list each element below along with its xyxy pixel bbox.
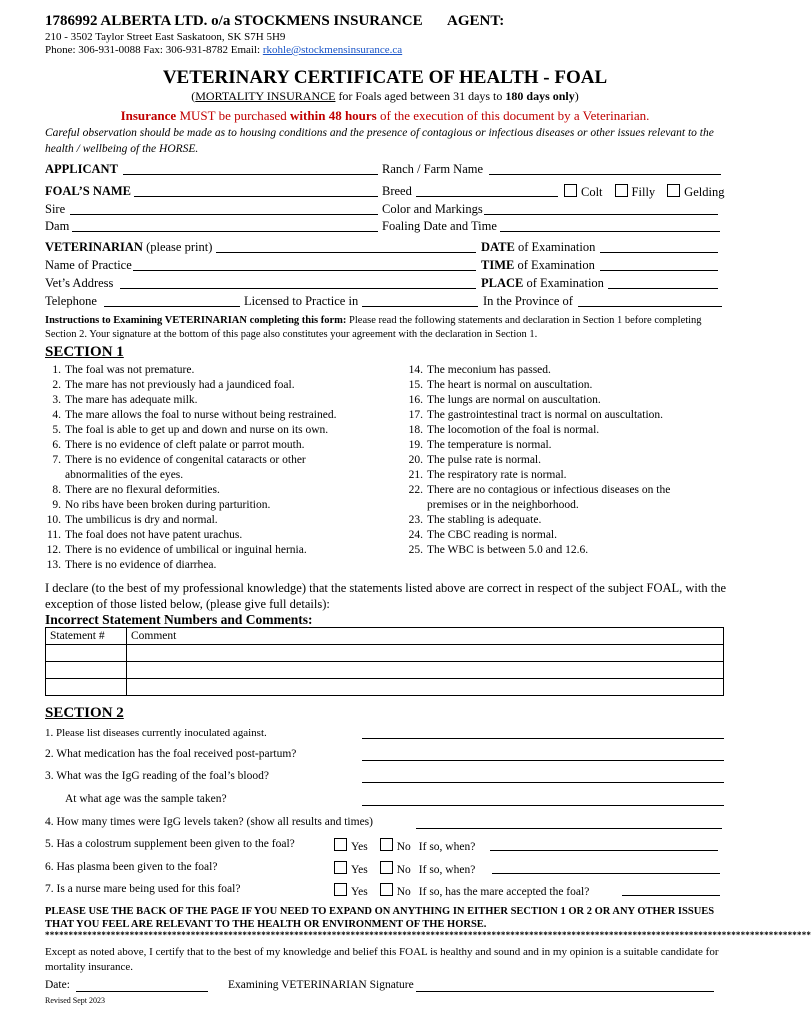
subtitle-days: 180 days only <box>505 89 575 103</box>
statement-number: 3. <box>52 394 61 406</box>
statement-text: premises or in the neighborhood. <box>427 499 579 511</box>
filly-checkbox[interactable] <box>615 184 628 197</box>
q7-no-checkbox[interactable] <box>380 883 393 896</box>
statement-number: 1. <box>52 364 61 376</box>
q5-options <box>328 838 475 853</box>
certification-text: Except as noted above, I certify that to the best of my knowledge and belief this FOAL is healthy and sound and in my opinion is a suitable candidate for mortality insurance. <box>45 946 719 973</box>
q1-field[interactable] <box>362 738 724 739</box>
province-field[interactable] <box>578 306 722 307</box>
page-subtitle <box>0 89 770 104</box>
list-item <box>407 408 670 423</box>
date-label: Date: <box>45 979 70 991</box>
q6-when-label: If so, when? <box>418 864 476 876</box>
gelding-label: Gelding <box>684 185 725 199</box>
list-item <box>45 543 336 558</box>
q5-when-field[interactable] <box>490 850 718 851</box>
q6-no-checkbox[interactable] <box>380 861 393 874</box>
q7-yes-label: Yes <box>351 886 368 898</box>
telephone-label: Telephone <box>45 294 97 308</box>
time-bold: TIME <box>481 258 515 272</box>
statement-text: There are no contagious or infectious diseases on the <box>427 484 671 496</box>
q5-no-checkbox[interactable] <box>380 838 393 851</box>
statement-number: 20. <box>408 454 423 466</box>
statement-text: The umbilicus is dry and normal. <box>65 514 218 526</box>
q6-yes-checkbox[interactable] <box>334 861 347 874</box>
list-item <box>407 483 670 498</box>
foaling-field[interactable] <box>500 231 720 232</box>
date-bold: DATE <box>481 240 515 254</box>
table-row <box>46 679 724 696</box>
q7-no-label: No <box>396 886 411 898</box>
statement-number: 7. <box>52 454 61 466</box>
statement-text: The WBC is between 5.0 and 12.6. <box>427 544 589 556</box>
exam-place-field[interactable] <box>608 288 718 289</box>
revision-note: Revised Sept 2023 <box>45 996 105 1005</box>
subtitle-mortality: MORTALITY INSURANCE <box>195 89 336 103</box>
statement-number: 14. <box>408 364 423 376</box>
subtitle-close: ) <box>574 89 579 103</box>
list-item <box>45 438 336 453</box>
dam-label: Dam <box>45 219 70 233</box>
q5-when-label: If so, when? <box>418 841 476 853</box>
statement-number: 22. <box>408 484 423 496</box>
sire-field[interactable] <box>70 214 378 215</box>
list-item <box>407 543 670 558</box>
dam-field[interactable] <box>72 231 378 232</box>
list-item <box>407 438 670 453</box>
list-item <box>45 423 336 438</box>
filly-label: Filly <box>631 185 656 199</box>
statement-number: 4. <box>52 409 61 421</box>
agent-label: AGENT: <box>447 13 505 29</box>
statement-text: The meconium has passed. <box>427 364 551 376</box>
statement-number: 25. <box>408 544 423 556</box>
telephone-field[interactable] <box>104 306 240 307</box>
date-rest: of Examination <box>514 240 596 254</box>
purchase-warning <box>0 108 770 124</box>
email-link[interactable]: rkohle@stockmensinsurance.ca <box>262 44 403 56</box>
list-item <box>407 528 670 543</box>
list-item <box>45 453 336 468</box>
statement-text: The temperature is normal. <box>427 439 552 451</box>
subtitle-middle: for Foals aged between 31 days to <box>335 89 506 103</box>
veterinarian-field[interactable] <box>216 252 476 253</box>
instructions-bold: Instructions to Examining VETERINARIAN completing this form: <box>45 315 347 326</box>
statement-text: There are no flexural deformities. <box>65 484 220 496</box>
exam-time-label <box>481 258 595 273</box>
company-name: 1786992 ALBERTA LTD. o/a STOCKMENS INSURANCE <box>45 13 423 29</box>
q3-field[interactable] <box>362 782 724 783</box>
careful-observation-note: Careful observation should be made as to housing conditions and the presence of contagious or infectious diseases or other issues relevant to the health / wellbeing of the HORSE. <box>45 127 714 155</box>
statement-text: The foal does not have patent urachus. <box>65 529 243 541</box>
statement-number-cell[interactable] <box>46 662 127 679</box>
page-title: VETERINARY CERTIFICATE OF HEALTH - FOAL <box>162 67 608 88</box>
statement-number-cell[interactable] <box>46 645 127 662</box>
q5-yes-checkbox[interactable] <box>334 838 347 851</box>
company-contact <box>45 44 402 56</box>
q5-yes-label: Yes <box>351 841 368 853</box>
foaling-label: Foaling Date and Time <box>382 219 497 233</box>
list-item <box>45 363 336 378</box>
section2-heading: SECTION 2 <box>45 705 124 721</box>
section1-left-list <box>45 363 336 573</box>
list-item <box>45 408 336 423</box>
statement-number: 23. <box>408 514 423 526</box>
vets-address-label: Vet’s Address <box>45 276 114 290</box>
statement-number: 10. <box>46 514 61 526</box>
list-item <box>45 513 336 528</box>
table-header-row <box>46 628 724 645</box>
exam-place-label <box>481 276 604 291</box>
statement-number: 17. <box>408 409 423 421</box>
statement-text: The stabling is adequate. <box>427 514 542 526</box>
ranch-label: Ranch / Farm Name <box>382 162 484 176</box>
q6-yes-label: Yes <box>351 864 368 876</box>
statement-number-header: Statement # <box>46 628 127 645</box>
q6-options <box>328 861 475 876</box>
table-row <box>46 662 724 679</box>
province-label: In the Province of <box>483 294 573 308</box>
place-bold: PLACE <box>481 276 524 290</box>
exam-date-label <box>481 240 595 255</box>
star-divider: ******************************************************************************************************************************************************************* <box>45 930 811 940</box>
statement-number: 2. <box>52 379 61 391</box>
warning-insurance: Insurance <box>120 108 177 123</box>
statement-text: The gastrointestinal tract is normal on auscultation. <box>427 409 664 421</box>
vets-address-field[interactable] <box>120 288 476 289</box>
veterinarian-label <box>45 240 212 255</box>
sex-options <box>558 184 724 200</box>
statement-text: abnormalities of the eyes. <box>65 469 184 481</box>
list-item <box>45 378 336 393</box>
statement-text: The respiratory rate is normal. <box>427 469 567 481</box>
table-row <box>46 645 724 662</box>
signature-label: Examining VETERINARIAN Signature <box>228 979 414 991</box>
list-item <box>407 378 670 393</box>
q4-label: 4. How many times were IgG levels taken? (show all results and times) <box>45 816 373 828</box>
foal-name-field[interactable] <box>134 196 378 197</box>
statement-text: The mare has adequate milk. <box>65 394 198 406</box>
applicant-label <box>45 162 118 177</box>
date-field[interactable] <box>76 991 208 992</box>
applicant-text: APPLICANT <box>45 162 118 176</box>
statement-number: 11. <box>47 529 61 541</box>
statement-number: 5. <box>52 424 61 436</box>
colt-checkbox[interactable] <box>564 184 577 197</box>
sire-label: Sire <box>45 202 66 216</box>
list-item <box>45 393 336 408</box>
q7-accepted-field[interactable] <box>622 895 720 896</box>
statement-text: The CBC reading is normal. <box>427 529 557 541</box>
practice-label: Name of Practice <box>45 258 132 272</box>
q2-label: 2. What medication has the foal received post-partum? <box>45 748 297 760</box>
exam-time-field[interactable] <box>600 270 718 271</box>
list-item <box>45 468 336 483</box>
statement-number: 9. <box>52 499 61 511</box>
signature-field[interactable] <box>416 991 714 992</box>
applicant-field[interactable] <box>123 174 378 175</box>
phone-fax-text: Phone: 306-931-0088 Fax: 306-931-8782 Email: <box>45 44 263 56</box>
breed-field[interactable] <box>416 196 558 197</box>
list-item <box>407 498 670 513</box>
breed-label: Breed <box>382 184 412 198</box>
q7-accepted-label: If so, has the mare accepted the foal? <box>418 886 590 898</box>
incorrect-heading: Incorrect Statement Numbers and Comments: <box>45 612 313 627</box>
colt-label: Colt <box>581 185 603 199</box>
licensed-field[interactable] <box>362 306 478 307</box>
subtitle-open: ( <box>191 89 196 103</box>
licensed-label: Licensed to Practice in <box>244 294 359 308</box>
q3b-field[interactable] <box>362 805 724 806</box>
list-item <box>45 528 336 543</box>
instructions-rest: Please read the following statements and declaration in Section 1 before completing Section 2. Your signature at the bottom of this page also constitutes your agreement with the declaration in Section 1. <box>45 315 702 340</box>
section1-heading: SECTION 1 <box>45 344 124 360</box>
warning-48-hours: within 48 hours <box>290 108 377 123</box>
q5-label: 5. Has a colostrum supplement been given to the foal? <box>45 838 295 850</box>
time-rest: of Examination <box>514 258 595 272</box>
comment-cell[interactable] <box>127 645 724 662</box>
statement-text: The heart is normal on auscultation. <box>427 379 593 391</box>
statement-number: 18. <box>408 424 423 436</box>
q3-label: 3. What was the IgG reading of the foal’s blood? <box>45 770 269 782</box>
comment-cell[interactable] <box>127 662 724 679</box>
declaration-text: I declare (to the best of my professional knowledge) that the statements listed above are correct in respect of the subject FOAL, with the exception of those listed below, (please give full details): <box>45 581 727 611</box>
veterinarian-rest: (please print) <box>142 240 213 254</box>
place-rest: of Examination <box>523 276 604 290</box>
list-item <box>407 453 670 468</box>
foal-name-text: FOAL’S NAME <box>45 184 132 198</box>
statement-text: The mare allows the foal to nurse without being restrained. <box>65 409 337 421</box>
statement-text: There is no evidence of cleft palate or parrot mouth. <box>65 439 305 451</box>
statement-text: The locomotion of the foal is normal. <box>427 424 600 436</box>
foal-name-label <box>45 184 131 199</box>
statement-number: 16. <box>408 394 423 406</box>
statement-number-cell[interactable] <box>46 679 127 696</box>
list-item <box>407 468 670 483</box>
list-item <box>407 393 670 408</box>
statement-text: There is no evidence of diarrhea. <box>65 559 217 571</box>
q4-field[interactable] <box>416 828 722 829</box>
statement-number: 21. <box>408 469 423 481</box>
statement-number: 15. <box>408 379 423 391</box>
statement-text: No ribs have been broken during parturition. <box>65 499 271 511</box>
list-item <box>407 513 670 528</box>
list-item <box>407 423 670 438</box>
warning-must: MUST be purchased <box>176 108 291 123</box>
statement-text: There is no evidence of congenital cataracts or other <box>65 454 306 466</box>
incorrect-statements-table <box>45 627 724 696</box>
list-item <box>45 558 336 573</box>
ranch-field[interactable] <box>489 174 721 175</box>
q7-yes-checkbox[interactable] <box>334 883 347 896</box>
company-address: 210 - 3502 Taylor Street East Saskatoon, SK S7H 5H9 <box>45 31 286 43</box>
statement-number: 6. <box>52 439 61 451</box>
q7-label: 7. Is a nurse mare being used for this foal? <box>45 883 241 895</box>
q5-no-label: No <box>396 841 411 853</box>
color-field[interactable] <box>484 214 718 215</box>
q6-when-field[interactable] <box>492 873 720 874</box>
statement-text: The foal is able to get up and down and nurse on its own. <box>65 424 329 436</box>
statement-text: The lungs are normal on auscultation. <box>427 394 601 406</box>
statement-number: 13. <box>46 559 61 571</box>
color-label: Color and Markings <box>382 202 483 216</box>
q1-label: 1. Please list diseases currently inoculated against. <box>45 727 267 739</box>
comment-cell[interactable] <box>127 679 724 696</box>
q6-no-label: No <box>396 864 411 876</box>
list-item <box>45 498 336 513</box>
list-item <box>407 363 670 378</box>
list-item <box>45 483 336 498</box>
statement-text: The pulse rate is normal. <box>427 454 542 466</box>
back-of-page-note: PLEASE USE THE BACK OF THE PAGE IF YOU NEED TO EXPAND ON ANYTHING IN EITHER SECTION 1 OR 2 OR ANY OTHER ISSUES THAT YOU FEEL ARE RELEVANT TO THE HEALTH OR ENVIRONMENT OF THE HORSE. <box>45 906 715 930</box>
statement-number: 19. <box>408 439 423 451</box>
exam-date-field[interactable] <box>600 252 718 253</box>
q6-label: 6. Has plasma been given to the foal? <box>45 861 218 873</box>
veterinarian-bold: VETERINARIAN <box>45 240 143 254</box>
q3b-label: At what age was the sample taken? <box>65 793 227 805</box>
practice-field[interactable] <box>133 270 476 271</box>
q7-options <box>328 883 589 898</box>
statement-number: 24. <box>408 529 423 541</box>
section1-right-list <box>407 363 670 558</box>
statement-text: There is no evidence of umbilical or inguinal hernia. <box>65 544 307 556</box>
warning-rest: of the execution of this document by a Veterinarian. <box>376 108 650 123</box>
statement-text: The mare has not previously had a jaundiced foal. <box>65 379 295 391</box>
gelding-checkbox[interactable] <box>667 184 680 197</box>
statement-number: 12. <box>46 544 61 556</box>
statement-text: The foal was not premature. <box>65 364 195 376</box>
q2-field[interactable] <box>362 760 724 761</box>
comment-header: Comment <box>127 628 724 645</box>
statement-number: 8. <box>52 484 61 496</box>
instructions <box>45 314 735 342</box>
